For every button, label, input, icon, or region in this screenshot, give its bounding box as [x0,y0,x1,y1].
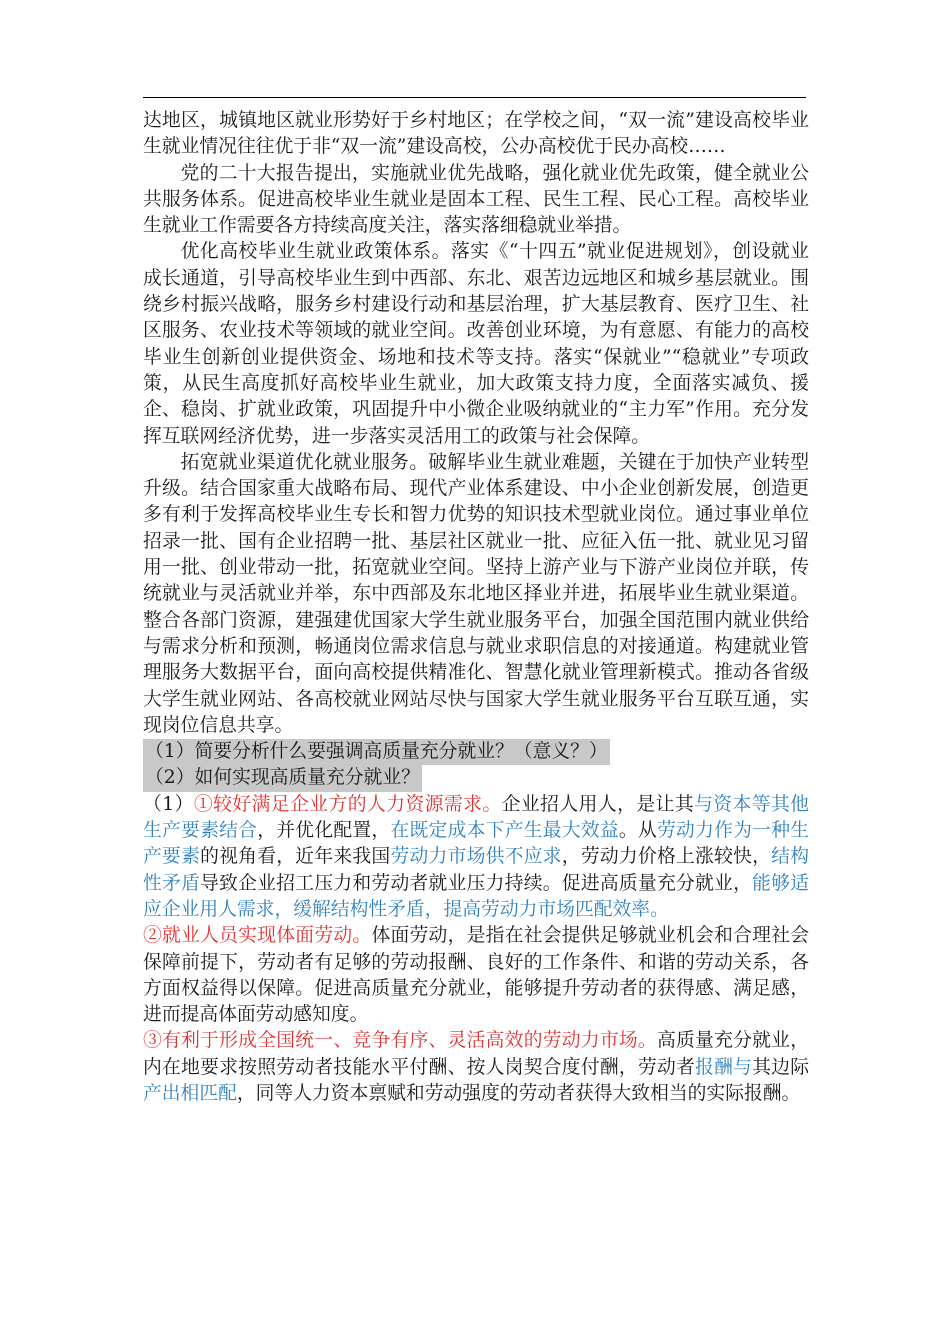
answer-3-keyword: 报酬与 [695,1056,753,1078]
answer-3-keyword: 产出相匹配 [143,1082,237,1104]
answer-3-heading: ③有利于形成全国统一、竞争有序、灵活高效的劳动力市场。 [143,1030,657,1052]
answer-1-heading: ①较好满足企业方的人力资源需求。 [193,793,502,815]
answer-1-text: 导致企业招工压力和劳动者就业压力持续。促进高质量充分就业， [200,872,753,894]
answer-1 [143,792,809,923]
answer-1-keyword: 在既定成本下产生最大效益 [390,820,619,842]
answer-1-text: ，劳动力价格上涨较快， [561,846,772,868]
answer-3 [143,1028,809,1107]
answer-1-keyword: 与资本等其他生产要素结合 [143,793,810,842]
paragraph-report: 党的二十大报告提出，实施就业优先战略，强化就业优先政策，健全就业公共服务体系。促进高校毕业生就业是固本工程、民生工程、民心工程。高校毕业生就业工作需要各方持续高度关注，落实落细稳就业举措。 [143,162,809,237]
question-1-line [143,739,809,765]
answer-1-keyword: 劳动力市场供不应求 [390,846,562,868]
answer-1-text: ，并优化配置， [257,820,391,842]
paragraph-policy: 优化高校毕业生就业政策体系。落实《“十四五”就业促进规划》，创设就业成长通道，引导高校毕业生到中西部、东北、艰苦边远地区和城乡基层就业。围绕乡村振兴战略，服务乡村建设行动和基层治理，扩大基层教育、医疗卫生、社区服务、农业技术等领域的就业空间。改善创业环境，为有意愿、有能力的高校毕业生创新创业提供资金、场地和技术等支持。落实“保就业”“稳就业”专项政策，从民生高度抓好高校毕业生就业，加大政策支持力度，全面落实减负、援企、稳岗、扩就业政策，巩固提升中小微企业吸纳就业的“主力军”作用。充分发挥互联网经济优势，进一步落实灵活用工的政策与社会保障。 [143,241,809,447]
question-1: （1）简要分析什么要强调高质量充分就业？（意义？） [143,739,610,765]
answer-3-text: 高质量充分就业，内在地要求按照劳动者技能水平付酬、按人岗契合度付酬，劳动者 [143,1030,810,1078]
answer-1-keyword: 劳动力作为一种生产要素 [143,820,810,868]
question-2: （2）如何实现高质量充分就业？ [143,765,422,791]
answer-1-text: 的视角看，近年来我国 [200,846,391,868]
answer-2-heading: ②就业人员实现体面劳动。 [143,925,372,947]
answer-1-text: 。从 [618,820,657,842]
answer-3-text: ，同等人力资本禀赋和劳动强度的劳动者获得大致相当的实际报酬。 [236,1082,801,1104]
answer-2-text: 体面劳动，是指在社会提供足够就业机会和合理社会保障前提下，劳动者有足够的劳动报酬、良好的工作条件、和谐的劳动关系，各方面权益得以保障。促进高质量充分就业，能够提升劳动者的获得感、满足感，进而提高体面劳动感知度。 [143,925,810,1026]
header-rule [143,97,806,98]
document-body [143,108,809,1107]
answer-1-keyword: 能够适应企业用人需求，缓解结构性矛盾，提高劳动力市场匹配效率。 [143,872,810,920]
answer-3-text: 其边际 [752,1056,810,1078]
answer-1-keyword: 结构性矛盾 [143,846,810,894]
paragraph-channels: 拓宽就业渠道优化就业服务。破解毕业生就业难题，关键在于加快产业转型升级。结合国家重大战略布局、现代产业体系建设、中小企业创新发展，创造更多有利于发挥高校毕业生专长和智力优势的知识技术型就业岗位。通过事业单位招录一批、国有企业招聘一批、基层社区就业一批、应征入伍一批、就业见习留用一批、创业带动一批，拓宽就业空间。坚持上游产业与下游产业岗位并联，传统就业与灵活就业并举，东中西部及东北地区择业并进，拓展毕业生就业渠道。整合各部门资源，建强建优国家大学生就业服务平台，加强全国范围内就业供给与需求分析和预测，畅通岗位需求信息与就业求职信息的对接通道。构建就业管理服务大数据平台，面向高校提供精准化、智慧化就业管理新模式。推动各省级大学生就业网站、各高校就业网站尽快与国家大学生就业服务平台互联互通，实现岗位信息共享。 [143,451,809,736]
paragraph-continued: 达地区，城镇地区就业形势好于乡村地区；在学校之间，“双一流”建设高校毕业生就业情况往往优于非“双一流”建设高校，公办高校优于民办高校…… [143,110,809,158]
answer-2 [143,923,809,1028]
answer-1-text: 企业招人用人，是让其 [501,793,695,815]
question-2-line [143,765,809,791]
answer-1-number: （1） [143,793,194,815]
